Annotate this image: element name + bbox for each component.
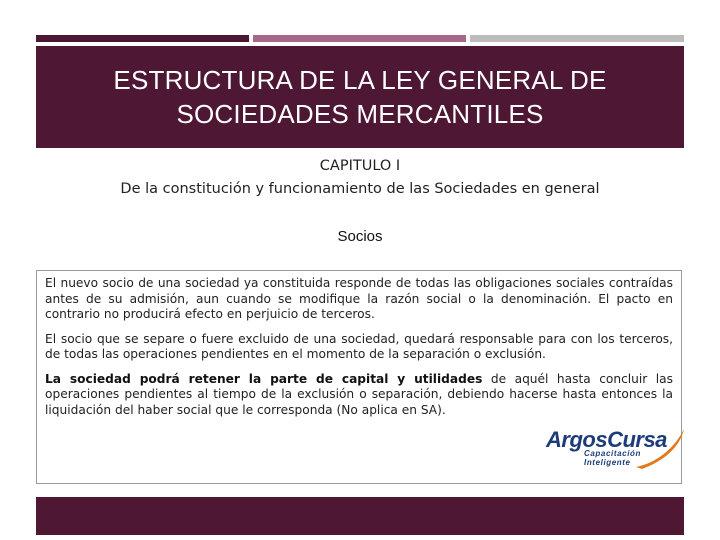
chapter-subtitle: De la constitución y funcionamiento de las Sociedades en general: [120, 181, 600, 197]
logo-text-argos: Argos: [546, 427, 608, 452]
paragraph-3-text: de aquél hasta concluir las operaciones pendientes al tiempo de la exclusión o separación, debiendo hacerse hasta entonces la liquidación del haber social que le corresponda (No aplica en SA).: [45, 371, 673, 417]
logo-tagline-2: Inteligente: [584, 458, 631, 467]
section-heading: Socios: [337, 228, 383, 245]
slide-title-line-1: ESTRUCTURA DE LA LEY GENERAL DE: [113, 65, 607, 95]
slide-title-line-2: SOCIEDADES MERCANTILES: [176, 99, 544, 129]
logo-text-cursa: Cursa: [607, 427, 667, 452]
accent-bar-mauve: [253, 35, 466, 42]
paragraph-3-emphasis: La sociedad podrá retener la parte de capital y utilidades: [45, 371, 483, 386]
accent-bar-dark: [36, 35, 249, 42]
title-band: [36, 46, 684, 148]
footer-band: [36, 497, 684, 535]
paragraph-2: El socio que se separe o fuere excluido de una sociedad, quedará responsable para con los terceros, de todas las operaciones pendientes en el momento de la separación o exclusión.: [45, 331, 673, 361]
accent-bar-gray: [470, 35, 684, 42]
argoscursa-logo: [546, 427, 686, 477]
paragraph-3: [45, 372, 673, 419]
paragraph-1: El nuevo socio de una sociedad ya constituida responde de todas las obligaciones sociales contraídas antes de su admisión, aun cuando se modifique la razón social o la denominación. El pacto en contrario no producirá efecto en perjuicio de terceros.: [45, 276, 673, 321]
slide-title: [113, 63, 606, 131]
chapter-heading: CAPITULO I: [319, 158, 401, 174]
logo-tagline-1: Capacitación: [584, 449, 641, 458]
